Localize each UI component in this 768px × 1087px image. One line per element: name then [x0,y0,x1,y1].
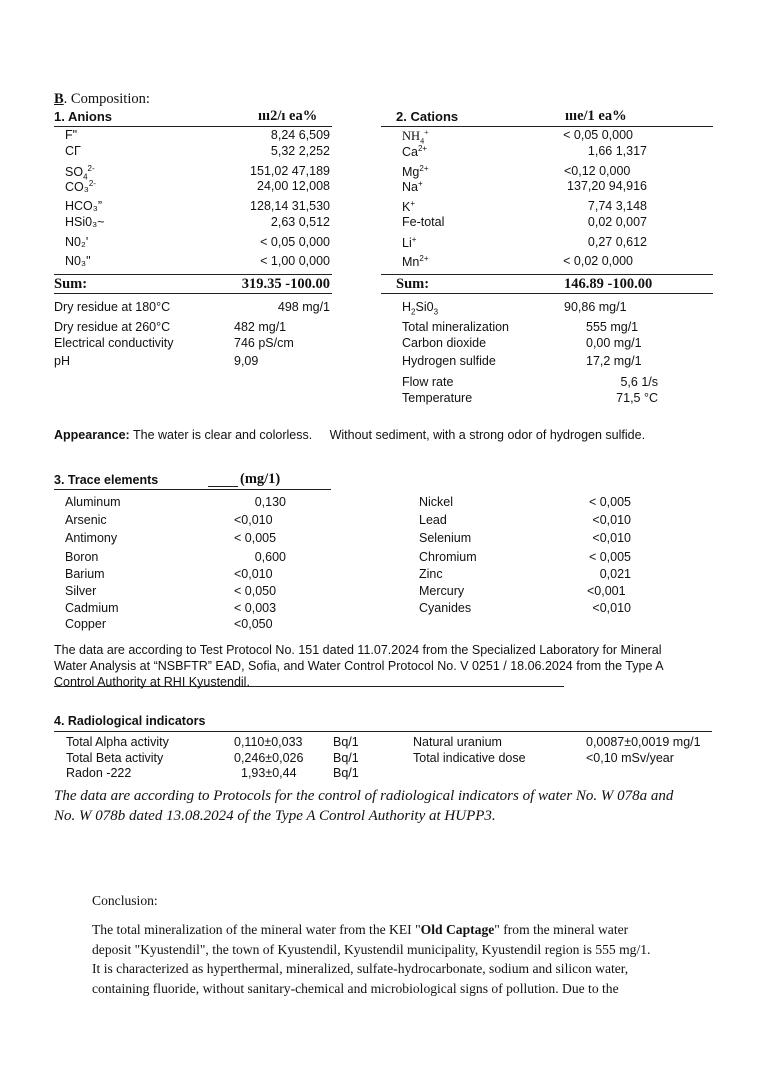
cations-sum-value: 146.89 -100.00 [564,276,653,292]
conclusion-line-1 [92,920,692,940]
radio-unit-radon: Bq/1 [333,766,359,780]
cation-value-na: 137,20 94,916 [567,179,647,193]
cation-value-mn: < 0,02 0,000 [563,254,633,268]
ec-label: Electrical conductivity [54,336,174,350]
trace-note-line-2: Water Analysis at “NSBFTR” EAD, Sofia, and Water Control Protocol No. V 0251 / 18.06.2024 from the Type A [54,659,664,673]
cation-na-sup: + [417,179,423,188]
co2-value: 0,00 mg/1 [586,336,642,350]
cation-na-base: Na [402,180,418,195]
cation-mn-base: Mn [402,255,420,270]
trace-right-name-0: Nickel [419,495,454,509]
trace-left-value-5: < 0,050 [234,584,277,598]
trace-note-rule [54,686,564,687]
anion-ion-no3: N0₃" [65,254,91,268]
cation-k-sup: + [410,199,416,208]
anions-sum-value: 319.35 -100.00 [241,276,330,292]
anion-ion-f: F" [65,128,78,142]
radiological-title: 4. Radiological indicators [54,714,206,728]
trace-right-value-2: <0,010 [592,531,631,545]
h2sio3-sub-1: 2 [411,307,416,317]
cation-li-sup: + [411,235,417,244]
trace-title: 3. Trace elements [54,473,159,487]
anion-value-hsio3: 2,63 0,512 [270,215,330,229]
cation-ion-k [402,199,415,214]
trace-right-name-3: Chromium [419,550,477,564]
radio-name-dose: Total indicative dose [413,751,526,765]
anion-value-f: 8,24 6,509 [270,128,330,142]
cation-ion-li [402,235,416,250]
cations-sum-label: Sum: [396,276,430,292]
cation-mg-sup: 2+ [419,164,429,173]
dry180-value: 498 mg/1 [277,300,330,314]
anions-title: 1. Anions [54,109,113,124]
cation-value-nh4: < 0,05 0,000 [563,128,633,142]
conclusion-label: Conclusion: [92,893,158,908]
trace-left-name-4: Barium [65,567,105,581]
conclusion-line-2: deposit "Kyustendil", the town of Kyustendil, Kyustendil municipality, Kyustendil region is 555 mg/1. [92,941,651,957]
radiological-header-rule [54,731,712,732]
cation-ion-fe: Fe-total [402,215,445,229]
trace-right-name-2: Selenium [419,531,472,545]
trace-left-name-0: Aluminum [65,495,121,509]
totmin-label: Total mineralization [402,320,509,334]
co2-label: Carbon dioxide [402,336,487,350]
cations-unit: ıııe/1 ea% [565,108,627,124]
trace-right-name-4: Zinc [419,567,443,581]
composition-heading [54,91,150,108]
cation-ion-mg [402,164,429,179]
trace-left-value-0: 0,130 [254,495,286,509]
temp-label: Temperature [402,391,473,405]
trace-left-name-5: Silver [65,584,97,598]
cation-ca-base: Ca [402,145,418,160]
temp-value: 71,5 °C [616,391,658,405]
trace-header-rule [54,489,331,490]
appearance-label: Appearance: [54,428,130,442]
anions-sum-top-rule [54,274,332,275]
cation-nh4-sup: + [424,128,429,137]
h2sio3-sub-2: 3 [433,307,439,317]
appearance-line [54,428,645,442]
radio-value-radon: 1,93±0,44 [241,766,297,780]
cation-value-mg: <0,12 0,000 [564,164,631,178]
trace-right-value-5: <0,001 [587,584,626,598]
radio-value-alpha: 0,110±0,033 [234,735,303,749]
trace-left-name-6: Cadmium [65,601,119,615]
anion-co3-base: CO₃ [65,180,89,195]
h2s-label: Hydrogen sulfide [402,354,496,368]
anions-sum-label: Sum: [54,276,88,292]
cation-nh4-sub: 4 [420,136,425,146]
trace-left-value-2: < 0,005 [234,531,277,545]
cation-ion-na [402,179,423,194]
anion-value-no2: < 0,05 0,000 [260,235,330,249]
conclusion-line-1-a: The total mineralization of the mineral water from the KEI " [92,922,421,937]
radio-unit-beta: Bq/1 [333,751,359,765]
trace-right-value-6: <0,010 [592,601,631,615]
trace-left-name-2: Antimony [65,531,118,545]
trace-left-value-4: <0,010 [234,567,273,581]
anion-value-so4: 151,02 47,189 [250,164,330,178]
trace-right-name-6: Cyanides [419,601,472,615]
cation-ion-nh4 [402,128,429,146]
conclusion-line-4: containing fluoride, without sanitary-chemical and microbiological signs of pollution. Due to the [92,980,619,996]
composition-heading-letter: B [54,91,64,107]
radio-value-beta: 0,246±0,026 [234,751,304,765]
cation-value-ca: 1,66 1,317 [587,144,647,158]
dry260-label: Dry residue at 260°C [54,320,171,334]
dry180-label: Dry residue at 180°C [54,300,171,314]
ph-value: 9,09 [234,354,259,368]
trace-right-value-1: <0,010 [592,513,631,527]
trace-left-name-1: Arsenic [65,513,107,527]
dry260-value: 482 mg/1 [234,320,287,334]
trace-left-value-6: < 0,003 [234,601,277,615]
cation-k-base: K [402,200,411,215]
conclusion-paragraph [92,920,692,998]
trace-right-name-5: Mercury [419,584,465,598]
trace-unit: (mg/1) [240,471,281,487]
trace-left-value-1: <0,010 [234,513,273,527]
cation-ion-mn [402,254,429,269]
radio-value-dose: <0,10 mSv/year [586,751,674,765]
anions-sum-bottom-rule [54,293,332,294]
cation-nh4-base: NH [402,129,421,144]
cation-ion-ca [402,144,427,159]
anion-ion-cl: CΓ [65,144,81,158]
h2sio3-part-a: H [402,300,412,314]
trace-left-value-3: 0,600 [254,550,286,564]
flow-value: 5,6 1/s [620,375,658,389]
anion-co3-sup: 2- [88,179,96,188]
conclusion-line-1-b: " from the mineral water [494,922,629,937]
cations-sum-top-rule [381,274,713,275]
anions-unit: ııı2/ı ea% [258,108,318,124]
h2sio3-label [402,300,438,317]
h2sio3-value: 90,86 mg/1 [564,300,627,314]
anion-so4-base: SO [65,165,84,180]
trace-unit-underline [208,486,238,487]
trace-note-line-3: Control Authority at RHI Kyustendil. [54,675,250,689]
anion-so4-sub: 4 [83,172,88,182]
radio-name-uranium: Natural uranium [413,735,502,749]
trace-left-value-7: <0,050 [234,617,273,631]
composition-heading-text: . Composition: [63,91,150,107]
anion-ion-co3 [65,179,96,194]
radiological-note-line-1: The data are according to Protocols for the control of radiological indicators of water No. W 078a and [54,788,674,804]
cation-li-base: Li [402,236,412,251]
anion-value-no3: < 1,00 0,000 [260,254,330,268]
flow-label: Flow rate [402,375,454,389]
h2s-value: 17,2 mg/1 [586,354,642,368]
anion-value-cl: 5,32 2,252 [270,144,330,158]
h2sio3-part-b: Si0 [415,300,434,314]
totmin-value: 555 mg/1 [586,320,639,334]
conclusion-source-name: Old Captage [420,922,495,937]
cation-mg-base: Mg [402,165,420,180]
trace-right-value-0: < 0,005 [588,495,631,509]
trace-right-value-4: 0,021 [599,567,631,581]
cations-sum-bottom-rule [381,293,713,294]
anion-ion-no2: N0₂' [65,235,89,249]
ec-value: 746 pS/cm [234,336,294,350]
radio-unit-alpha: Bq/1 [333,735,359,749]
anion-ion-hsio3: HSi0₃~ [65,215,105,229]
anion-value-co3: 24,00 12,008 [257,179,330,193]
trace-left-name-3: Boron [65,550,99,564]
trace-right-name-1: Lead [419,513,447,527]
trace-note-line-1: The data are according to Test Protocol No. 151 dated 11.07.2024 from the Specialized Laboratory for Mineral [54,643,662,657]
cations-header-rule [381,126,713,127]
radiological-note-line-2: No. W 078b dated 13.08.2024 of the Type A Control Authority at HUPP3. [54,808,496,824]
radio-name-beta: Total Beta activity [66,751,164,765]
anion-value-hco3: 128,14 31,530 [250,199,330,213]
conclusion-line-3: It is characterized as hyperthermal, mineralized, sulfate-hydrocarbonate, sodium and silicon water, [92,961,629,977]
radio-value-uranium: 0,0087±0,0019 mg/1 [586,735,701,749]
cation-mn-sup: 2+ [419,254,429,263]
anion-so4-sup: 2- [87,164,95,173]
cation-value-li: 0,27 0,612 [587,235,647,249]
cation-ca-sup: 2+ [417,144,428,153]
cation-value-k: 7,74 3,148 [587,199,647,213]
radio-name-alpha: Total Alpha activity [66,735,169,749]
anion-ion-hco3: HCO₃” [65,199,103,213]
trace-right-value-3: < 0,005 [588,550,631,564]
cation-value-fe: 0,02 0,007 [587,215,647,229]
radio-name-radon: Radon -222 [66,766,132,780]
anions-header-rule [54,126,332,127]
ph-label: pH [54,354,70,368]
appearance-text: The water is clear and colorless. Without sediment, with a strong odor of hydrogen sulfide. [129,428,646,442]
cations-title: 2. Cations [396,109,459,124]
trace-left-name-7: Copper [65,617,106,631]
